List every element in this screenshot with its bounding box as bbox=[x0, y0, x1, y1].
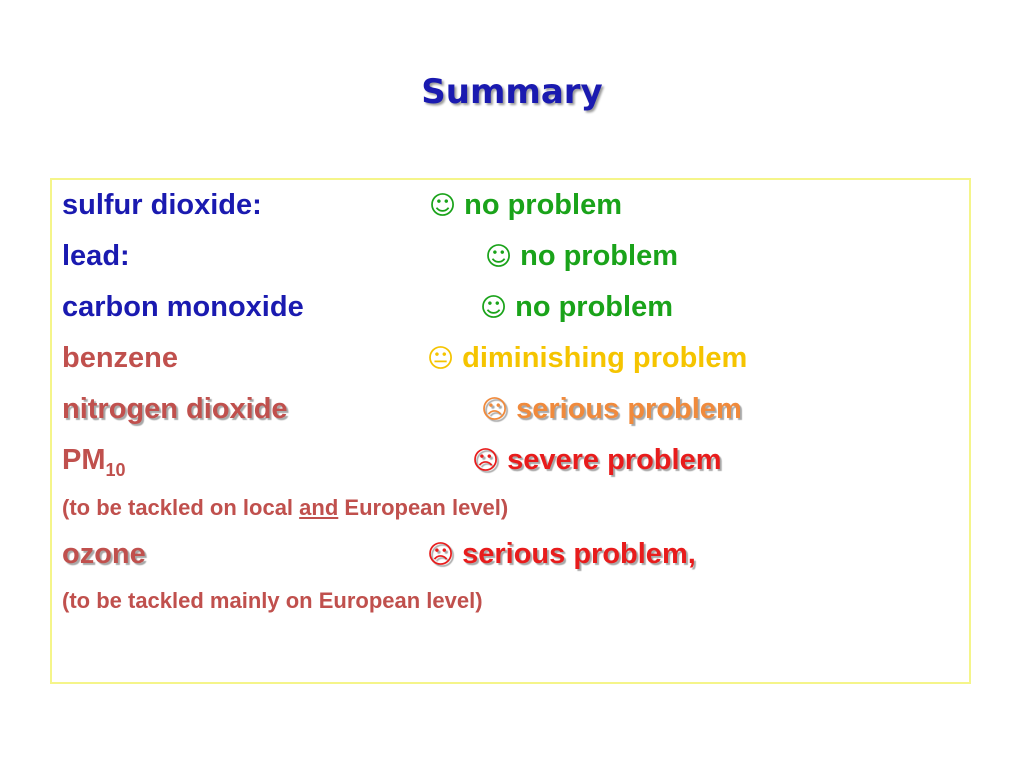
smiley-face-icon: ☺ bbox=[485, 242, 513, 272]
status-text: no problem bbox=[520, 240, 678, 272]
status-text-wrap bbox=[485, 240, 678, 273]
pollutant-label: benzene bbox=[62, 342, 179, 374]
pollutant-label bbox=[62, 444, 126, 481]
status-text-wrap bbox=[427, 538, 696, 571]
status-text: serious problem, bbox=[462, 538, 696, 570]
pollutant-label-subscript: 10 bbox=[105, 459, 126, 480]
status-text: no problem bbox=[515, 291, 673, 323]
pm10-note: (to be tackled on local and European level) bbox=[62, 495, 509, 520]
underlined-and: and bbox=[299, 495, 339, 520]
ozone-note: (to be tackled mainly on European level) bbox=[62, 588, 483, 613]
slide-title: Summary bbox=[421, 72, 603, 112]
status-text: no problem bbox=[464, 189, 622, 221]
smiley-face-icon: ☺ bbox=[429, 191, 457, 221]
smiley-face-icon: ☺ bbox=[480, 293, 508, 323]
pollutant-label: ozone bbox=[62, 538, 146, 570]
status-text: severe problem bbox=[507, 444, 722, 476]
status-text-wrap bbox=[472, 444, 722, 477]
frowning-face-icon: ☹ bbox=[481, 395, 509, 425]
status-text-wrap bbox=[481, 393, 742, 426]
status-text-wrap bbox=[427, 342, 747, 375]
status-text: diminishing problem bbox=[462, 342, 748, 374]
pollutant-label: nitrogen dioxide bbox=[62, 393, 288, 425]
pollutant-label: lead: bbox=[62, 240, 130, 272]
neutral-face-icon: 😐 bbox=[427, 344, 455, 374]
pollutant-label: carbon monoxide bbox=[62, 291, 304, 323]
frowning-face-icon: ☹ bbox=[472, 446, 500, 476]
status-text-wrap bbox=[480, 291, 673, 324]
status-text: serious problem bbox=[516, 393, 742, 425]
pollutant-label: sulfur dioxide: bbox=[62, 189, 262, 221]
frowning-face-icon: ☹ bbox=[427, 540, 455, 570]
status-text-wrap bbox=[429, 189, 622, 222]
pollutant-label-text: PM bbox=[62, 444, 106, 476]
